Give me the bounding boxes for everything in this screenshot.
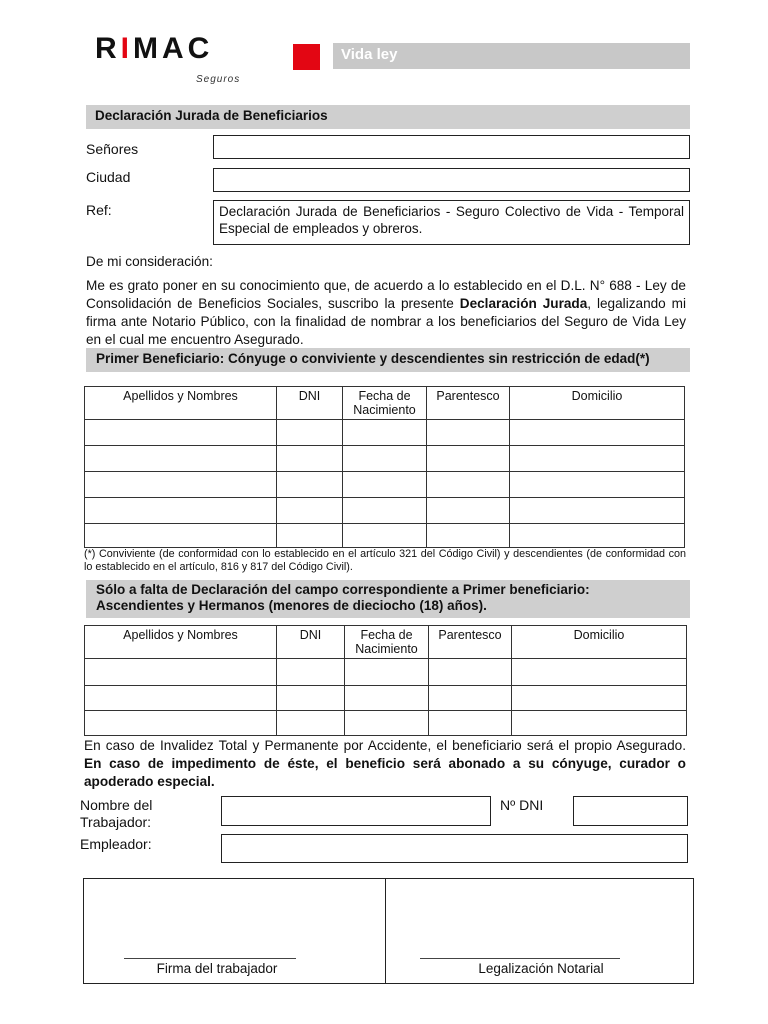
section2-table [84,625,687,736]
table-cell[interactable] [343,446,427,472]
col-domicilio: Domicilio [510,387,685,420]
table-row [85,420,685,446]
dni-label: Nº DNI [500,797,544,813]
section1-footnote: (*) Conviviente (de conformidad con lo establecido en el artículo 321 del Código Civil) y descendientes (de conformidad con lo establecido en el artículo, 816 y 817 del Código Civil). [84,548,686,573]
table-cell[interactable] [85,420,277,446]
ref-field[interactable]: Declaración Jurada de Beneficiarios - Seguro Colectivo de Vida - Temporal Especial de empleados y obreros. [213,200,690,245]
worker-signature-label: Firma del trabajador [156,961,278,976]
table-cell[interactable] [512,711,687,736]
table-cell[interactable] [277,711,345,736]
table-cell[interactable] [85,659,277,686]
table-cell[interactable] [85,498,277,524]
section1-table [84,386,685,548]
ref-label: Ref: [86,202,112,218]
dni-input[interactable] [573,796,688,826]
table-cell[interactable] [345,659,429,686]
signature-line [420,958,620,959]
ciudad-label: Ciudad [86,169,131,185]
worker-name-input[interactable] [221,796,491,826]
table-header-row [85,387,685,420]
logo-subtitle: Seguros [196,74,241,85]
worker-signature-box[interactable] [83,878,386,984]
col-parentesco: Parentesco [429,626,512,659]
invalidez-paragraph: En caso de Invalidez Total y Permanente por Accidente, el beneficiario será el propio Asegurado. En caso de impedimento de éste, el beneficio será abonado a su cónyuge, curador o apoderado especial. [84,738,686,789]
notary-signature-label: Legalización Notarial [478,961,604,976]
senores-label: Señores [86,141,139,157]
employer-label: Empleador: [80,836,152,852]
table-row [85,498,685,524]
table-row [85,711,687,736]
table-cell[interactable] [345,686,429,711]
table-cell[interactable] [427,420,510,446]
table-cell[interactable] [85,686,277,711]
table-cell[interactable] [85,711,277,736]
product-title-bar: Vida ley [333,43,690,69]
section2-title: Sólo a falta de Declaración del campo correspondiente a Primer beneficiario: Ascendientes y Hermanos (menores de dieciocho (18) años). [86,580,690,618]
notary-signature-box[interactable] [385,878,694,984]
ciudad-input[interactable] [213,168,690,192]
table-cell[interactable] [512,659,687,686]
table-row [85,446,685,472]
table-cell[interactable] [277,446,343,472]
table-cell[interactable] [343,472,427,498]
table-cell[interactable] [510,472,685,498]
col-fecha: Fecha de Nacimiento [343,387,427,420]
table-cell[interactable] [343,420,427,446]
table-cell[interactable] [277,498,343,524]
brand-square-icon [293,44,320,70]
greeting: De mi consideración: [86,254,213,269]
table-row [85,524,685,548]
table-cell[interactable] [510,446,685,472]
table-cell[interactable] [427,498,510,524]
employer-input[interactable] [221,834,688,863]
table-cell[interactable] [427,472,510,498]
table-header-row [85,626,687,659]
table-cell[interactable] [277,686,345,711]
table-cell[interactable] [510,524,685,548]
table-cell[interactable] [512,686,687,711]
table-cell[interactable] [277,659,345,686]
col-domicilio: Domicilio [512,626,687,659]
table-cell[interactable] [345,711,429,736]
table-cell[interactable] [429,659,512,686]
col-parentesco: Parentesco [427,387,510,420]
rimac-logo: RIMAC [95,32,214,65]
col-dni: DNI [277,626,345,659]
table-row [85,472,685,498]
table-cell[interactable] [277,472,343,498]
table-cell[interactable] [427,446,510,472]
table-cell[interactable] [510,498,685,524]
intro-paragraph: Me es grato poner en su conocimiento que, de acuerdo a lo establecido en el D.L. N° 688 - Ley de Consolidación de Beneficios Sociales, suscribo la presente Declaración Jurada, legalizando mi firma ante Notario Público, con la finalidad de nombrar a los beneficiarios del Seguro de Vida Ley en el cual me encuentro Asegurado. [86,278,686,347]
table-cell[interactable] [343,498,427,524]
table-cell[interactable] [343,524,427,548]
signature-line [124,958,296,959]
table-cell[interactable] [429,711,512,736]
table-cell[interactable] [277,420,343,446]
worker-name-label: Nombre del Trabajador: [80,797,153,830]
table-row [85,686,687,711]
table-cell[interactable] [85,446,277,472]
col-apellidos: Apellidos y Nombres [85,387,277,420]
table-cell[interactable] [429,686,512,711]
page-title: Declaración Jurada de Beneficiarios [86,105,690,129]
table-cell[interactable] [85,472,277,498]
table-cell[interactable] [510,420,685,446]
col-dni: DNI [277,387,343,420]
col-apellidos: Apellidos y Nombres [85,626,277,659]
col-fecha: Fecha de Nacimiento [345,626,429,659]
table-cell[interactable] [85,524,277,548]
section1-title: Primer Beneficiario: Cónyuge o conviviente y descendientes sin restricción de edad(*) [86,348,690,372]
senores-input[interactable] [213,135,690,159]
table-cell[interactable] [427,524,510,548]
table-cell[interactable] [277,524,343,548]
table-row [85,659,687,686]
